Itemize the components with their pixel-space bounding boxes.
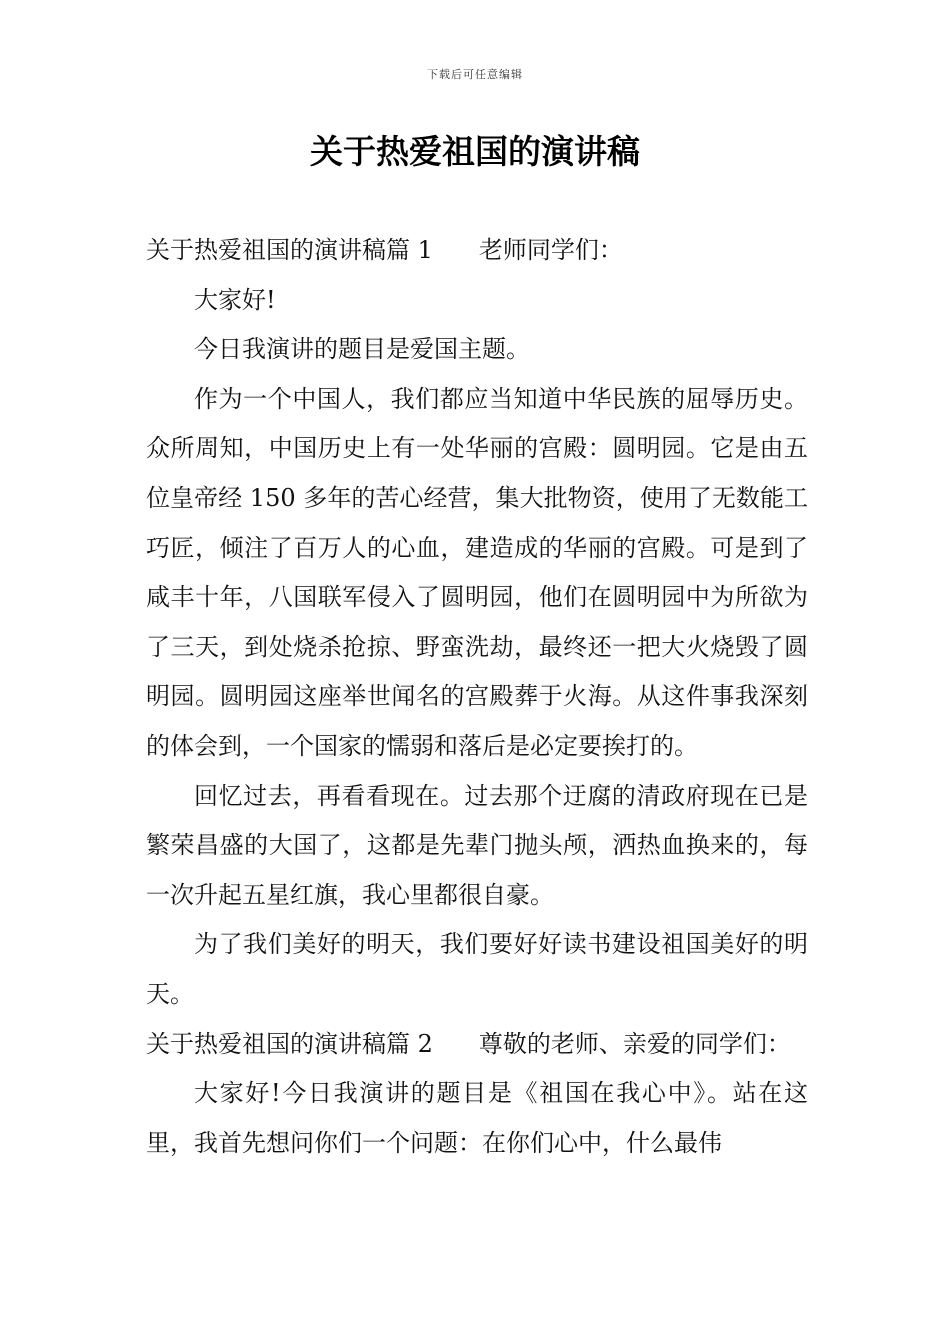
section-heading-1 [146,226,808,276]
paragraph: 今日我演讲的题目是爱国主题。 [194,335,530,364]
header-note: 下载后可任意编辑 [427,68,523,81]
paragraph: 回忆过去，再看看现在。过去那个迂腐的清政府现在已是繁荣昌盛的大国了，这都是先辈门抛头颅，洒热血换来的，每一次升起五星红旗，我心里都很自豪。 [146,781,808,909]
paragraph: 为了我们美好的明天，我们要好好读书建设祖国美好的明天。 [146,930,808,1008]
section-heading-2 [146,1020,808,1070]
section-greeting-1: 老师同学们： [478,236,623,264]
section-title-1: 关于热爱祖国的演讲稿篇 1 [146,236,433,264]
document-body [146,226,808,1168]
section-title-2: 关于热爱祖国的演讲稿篇 2 [146,1029,433,1058]
paragraph: 大家好!今日我演讲的题目是《祖国在我心中》。站在这里，我首先想问你们一个问题：在你们心中，什么最伟 [146,1079,808,1157]
section-greeting-2: 尊敬的老师、亲爱的同学们： [478,1029,791,1058]
paragraph: 大家好! [194,285,276,314]
document-title: 关于热爱祖国的演讲稿 [310,132,640,171]
paragraph: 作为一个中国人，我们都应当知道中华民族的屈辱历史。众所周知，中国历史上有一处华丽的宫殿：圆明园。它是由五位皇帝经 150 多年的苦心经营，集大批物资，使用了无数能工巧匠，倾注了百万人的心血，建造成的华丽的宫殿。可是到了咸丰十年，八国联军侵入了圆明园，他们在圆明园中为所欲为了三天，到处烧杀抢掠、野蛮洗劫，最终还一把大火烧毁了圆明园。圆明园这座举世闻名的宫殿葬于火海。从这件事我深刻的体会到，一个国家的懦弱和落后是必定要挨打的。 [146,384,808,760]
